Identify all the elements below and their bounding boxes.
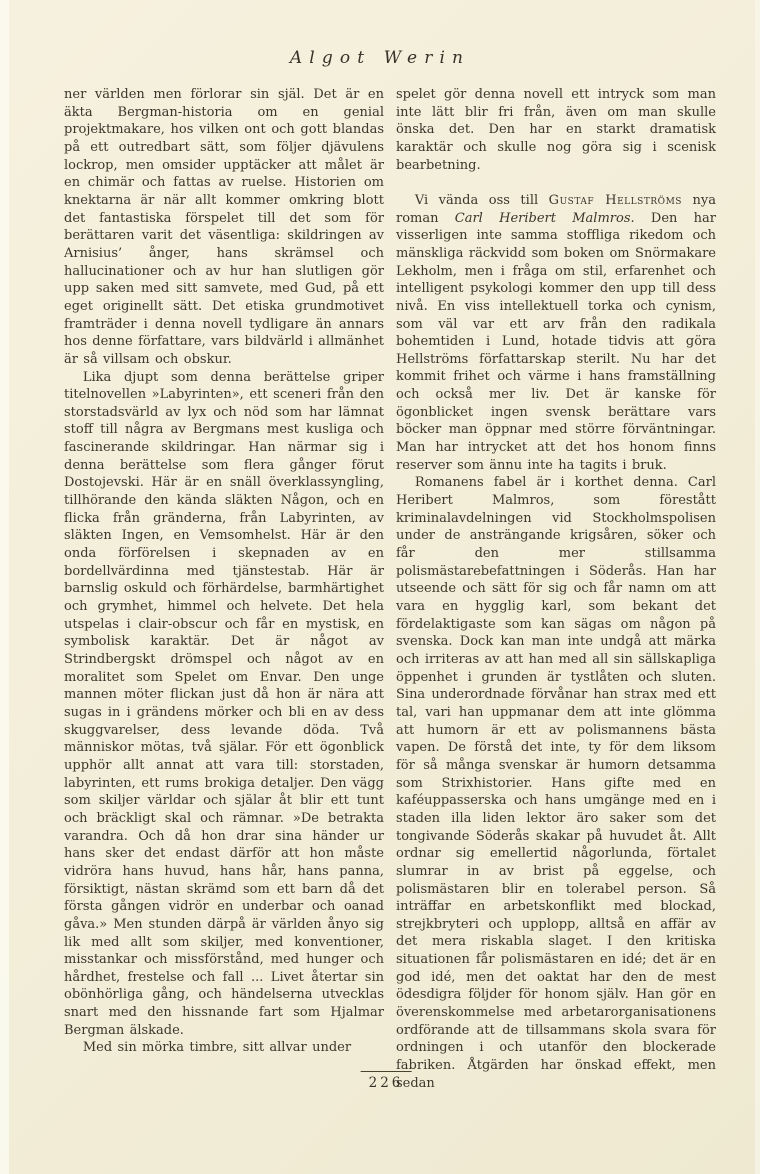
paragraph <box>396 474 716 1092</box>
paragraph <box>64 1039 384 1057</box>
text-run: Med sin mörka timbre, sitt allvar under <box>82 1040 352 1056</box>
text-run: ner världen men förlorar sin själ. Det är en äkta Bergman-historia om en genial projektmakare, hos vilken ont och gott blandas på ett outredbart sätt, som följer djävulens lockrop, men omsider upptäcker att målet är en chimär och fattas av ruelse. Historien om knektarna är när allt kommer omkring blott det fantastiska förspelet till det som för berättaren varit det väsentliga: skildringen av Arnisius’ ånger, hans skrämsel och hallucinationer och av hur han slutligen gör upp saken med sitt samvete, med Gud, på ett eget originellt sätt. Det etiska grundmotivet framträder i denna novell tydligare än annars hos denne författare, vars bildvärld i allmänhet är så villsam och obskur. <box>64 87 384 367</box>
text-run: Lika djupt som denna berättelse griper titelnovellen »Labyrinten», ett sceneri från den storstadsvärld av lyx och nöd som har lämnat stoff till några av Bergmans mest kusliga och fascinerande skildringar. Han närmar sig i denna berättelse som flera gånger förut Dostojevski. Här är en snäll överklassyngling, tillhörande den kända släkten Någon, och en flicka från gränderna, från Labyrinten, av släkten Ingen, en Vemsomhelst. Här är den onda förförelsen i skepnaden av en bordellvärdinna med tjänstestab. Här är barnslig oskuld och förhärdelse, barmhärtighet och grymhet, himmel och helvete. Det hela utspelas i clair-obscur och får en mystisk, en symbolisk karaktär. Det är något av Strindbergskt drömspel och något av en moralitet som Spelet om Envar. Den unge mannen möter flickan just då hon är nära att sugas in i grändens mörker och bli en av dess skuggvarelser, dess levande döda. Två människor mötas, två själar. För ett ögonblick upphör allt annat att vara till: storstaden, labyrinten, ett rums brokiga detaljer. Den vägg som skiljer världar och själar åt blir ett tunt och bräckligt skal och rämnar. »De betrakta varandra. Och då hon drar sina händer ur hans sker det endast därför att hon måste vidröra hans huvud, hans hår, hans panna, försiktigt, nästan skrämd som ett barn då det första gången vidrör en underbar och oanad gåva.» Men stunden därpå är världen ånyo sig lik med allt som skiljer, med konventioner, misstankar och missförstånd, med hunger och hårdhet, frestelse och fall ... Livet återtar sin obönhörliga gång, och händelserna utvecklas snart med den hissnande fart som Hjalmar Bergman älskade. <box>64 369 384 1038</box>
text-column-right <box>396 86 716 1092</box>
scan-edge-left <box>0 0 9 1174</box>
text-run-smallcaps: Gustaf Hellströms <box>548 192 682 208</box>
page-header-author: Algot Werin <box>289 48 471 68</box>
text-run: nya roman <box>396 192 716 226</box>
text-columns <box>64 86 716 1092</box>
text-run: Romanens fabel är i korthet denna. Carl Heribert Malmros, som förestått kriminalavdelningen vid Stockholmspolisen under de ansträngande krigsåren, söker och får den mer stillsamma polismästarebefattningen i Söderås. Han har utseende och sätt för sig och får namn om att vara en hygglig karl, som bekant det fördelaktigaste som kan sägas om någon på svenska. Dock kan man inte undgå att märka och irriteras av att han med all sin sällskapliga öppenhet i grunden är tystlåten och sluten. Sina underordnade förvånar han strax med ett tal, vari han uppmanar dem att inte glömma att humorn är ett av polismannens bästa vapen. De förstå det inte, ty för dem liksom för så många svenskar är humorn detsamma som Strixhistorier. Hans gifte med en kaféuppasserska och hans umgänge med en i staden illa liden lektor äro saker som det tongivande Söderås skakar på huvudet åt. Allt ordnar sig emellertid någorlunda, förtalet slumrar in av brist på eggelse, och polismästaren blir en tolerabel person. Så inträffar en arbetskonflikt med blockad, strejkbryteri och upplopp, alltså en affär av det mera riskabla slaget. I den kritiska situationen får polismästaren en idé; det är en god idé, men det oaktat har den de mest ödesdigra följder för honom själv. Han gör en överenskommelse med arbetarorganisationens ordförande att de tillsammans skola svara för ordningen i och utanför den blockerade fabriken. Åtgärden har önskad effekt, men sedan <box>396 475 716 1091</box>
paragraph <box>396 86 716 174</box>
text-column-left <box>64 86 384 1092</box>
paragraph <box>64 86 384 369</box>
text-run-italic: Carl Heribert Malmros. <box>454 210 635 226</box>
text-run: Vi vända oss till <box>414 192 549 208</box>
text-run: spelet gör denna novell ett intryck som man inte lätt blir fri från, även om man skulle önska det. Den har en starkt dramatisk karaktär och skulle nog göra sig i scenisk bearbetning. <box>396 87 716 173</box>
text-run: Den har visserligen inte samma stoffliga rikedom och mänskliga räckvidd som boken om Snörmakare Lekholm, men i fråga om stil, erfarenhet och intelligent psykologi kommer den upp till dess nivå. En viss intellektuell torka och cynism, som väl var ett arv från den radikala bohemtiden i Lund, hotade tidvis att göra Hellströms författarskap sterilt. Nu har det kommit frihet och värme i hans framställning och också mer liv. Det är kanske för ögonblicket ingen svensk berättare vars böcker man öppnar med större förväntningar. Man har intrycket att det hos honom finns reserver som ännu inte ha tagits i bruk. <box>396 210 716 473</box>
paragraph <box>64 369 384 1040</box>
paragraph <box>396 192 716 475</box>
scan-edge-right <box>755 0 760 1174</box>
page-number: 226 <box>361 1071 412 1091</box>
